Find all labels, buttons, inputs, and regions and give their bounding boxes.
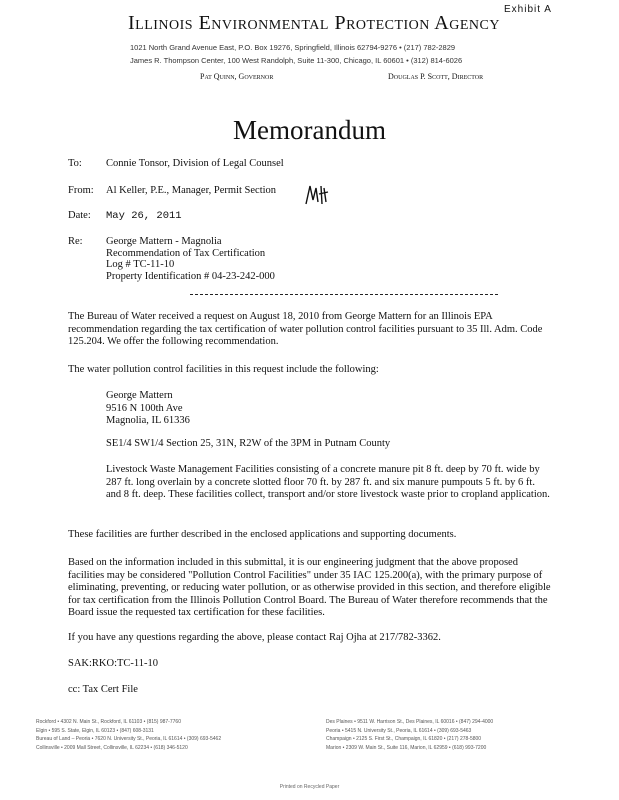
- footer-offices-left: [36, 718, 221, 752]
- re-line: Log # TC-11-10: [106, 259, 175, 270]
- applicant-line: George Mattern: [106, 390, 173, 401]
- re-label: Re:: [68, 236, 83, 247]
- footer-office: Collinsville • 2009 Mall Street, Collinsville, IL 62234 • (618) 346-5120: [36, 744, 188, 751]
- location-description: SE1/4 SW1/4 Section 25, 31N, R2W of the 3PM in Putnam County: [106, 438, 391, 449]
- footer-offices-right: [326, 718, 493, 752]
- re-block: [106, 236, 275, 282]
- footer-office: Rockford • 4302 N. Main St., Rockford, IL 61103 • (815) 987-7760: [36, 719, 181, 725]
- footer-office: Peoria • 5415 N. University St., Peoria, IL 61614 • (309) 693-5463: [326, 727, 472, 734]
- date-label: Date:: [68, 210, 91, 221]
- director-name: Douglas P. Scott, Director: [388, 72, 484, 81]
- footer-office: Champaign • 2125 S. First St., Champaign, IL 61820 • (217) 278-5800: [326, 736, 482, 742]
- footer-office: Elgin • 595 S. State, Elgin, IL 60123 • (847) 608-3131: [36, 727, 154, 734]
- reference-code: SAK:RKO:TC-11-10: [68, 658, 159, 669]
- to-value: Connie Tonsor, Division of Legal Counsel: [106, 158, 284, 169]
- from-label: From:: [68, 185, 94, 196]
- to-label: To:: [68, 158, 82, 169]
- paragraph-judgment: Based on the information included in this submittal, it is our engineering judgment that the above proposed facilities may be considered "Pollution Control Facilities" under 35 IAC 125.200(a), with the primary purpose of eliminating, preventing, or reducing water pollution, or as otherwise provided in this section, and therefore eligible for tax certification from the Illinois Pollution Control Board. The Bureau of Water therefore recommends that the Board issue the requested tax certification for these facilities.: [68, 557, 554, 618]
- memo-title: Memorandum: [233, 115, 386, 145]
- footer-office: Bureau of Land – Peoria • 7620 N. University St., Peoria, IL 61614 • (309) 693-5462: [36, 736, 222, 742]
- paragraph-documents: These facilities are further described in the enclosed applications and supporting documents.: [68, 529, 457, 540]
- paragraph-intro: The Bureau of Water received a request on August 18, 2010 from George Mattern for an Illinois EPA recommendation regarding the tax certification of water pollution control facilities pursuant to 35 Ill. Adm. Code 125.204. We offer the following recommendation.: [68, 311, 546, 347]
- applicant-line: 9516 N 100th Ave: [106, 402, 183, 414]
- agency-address-chicago: James R. Thompson Center, 100 West Randolph, Suite 11-300, Chicago, IL 60601 • (312) 814-6026: [130, 56, 463, 65]
- re-line: Recommendation of Tax Certification: [106, 247, 266, 259]
- governor-name: Pat Quinn, Governor: [200, 72, 274, 81]
- recycled-paper-note: Printed on Recycled Paper: [279, 784, 340, 790]
- date-value: May 26, 2011: [106, 210, 182, 222]
- facilities-description: Livestock Waste Management Facilities consisting of a concrete manure pit 8 ft. deep by 70 ft. wide by 287 ft. long overlain by a concrete slotted floor 70 ft. by 287 ft. and six manure pumpouts 5 ft. by 6 ft. and 8 ft. deep. These facilities collect, transport and/or store livestock waste prior to cropland application.: [106, 464, 550, 500]
- paragraph-contact: If you have any questions regarding the above, please contact Raj Ojha at 217/782-3362.: [68, 632, 441, 643]
- footer-office: Marion • 2309 W. Main St., Suite 116, Marion, IL 62959 • (618) 993-7200: [326, 744, 487, 751]
- cc-line: cc: Tax Cert File: [68, 684, 138, 695]
- applicant-address: [106, 390, 552, 428]
- re-line: Property Identification # 04-23-242-000: [106, 270, 275, 282]
- signature-initials-icon: [304, 182, 330, 206]
- exhibit-label: Exhibit A: [504, 4, 552, 15]
- from-value: Al Keller, P.E., Manager, Permit Section: [106, 185, 277, 196]
- agency-name: Illinois Environmental Protection Agency: [128, 12, 500, 34]
- re-line: George Mattern - Magnolia: [106, 236, 222, 247]
- paragraph-facilities-intro: The water pollution control facilities in this request include the following:: [68, 364, 379, 375]
- applicant-line: Magnolia, IL 61336: [106, 415, 190, 426]
- footer-office: Des Plaines • 9511 W. Harrison St., Des Plaines, IL 60016 • (847) 294-4000: [326, 719, 494, 725]
- divider-rule: [190, 294, 498, 295]
- agency-address-springfield: 1021 North Grand Avenue East, P.O. Box 19276, Springfield, Illinois 62794-9276 • (217) 782-2829: [130, 43, 456, 52]
